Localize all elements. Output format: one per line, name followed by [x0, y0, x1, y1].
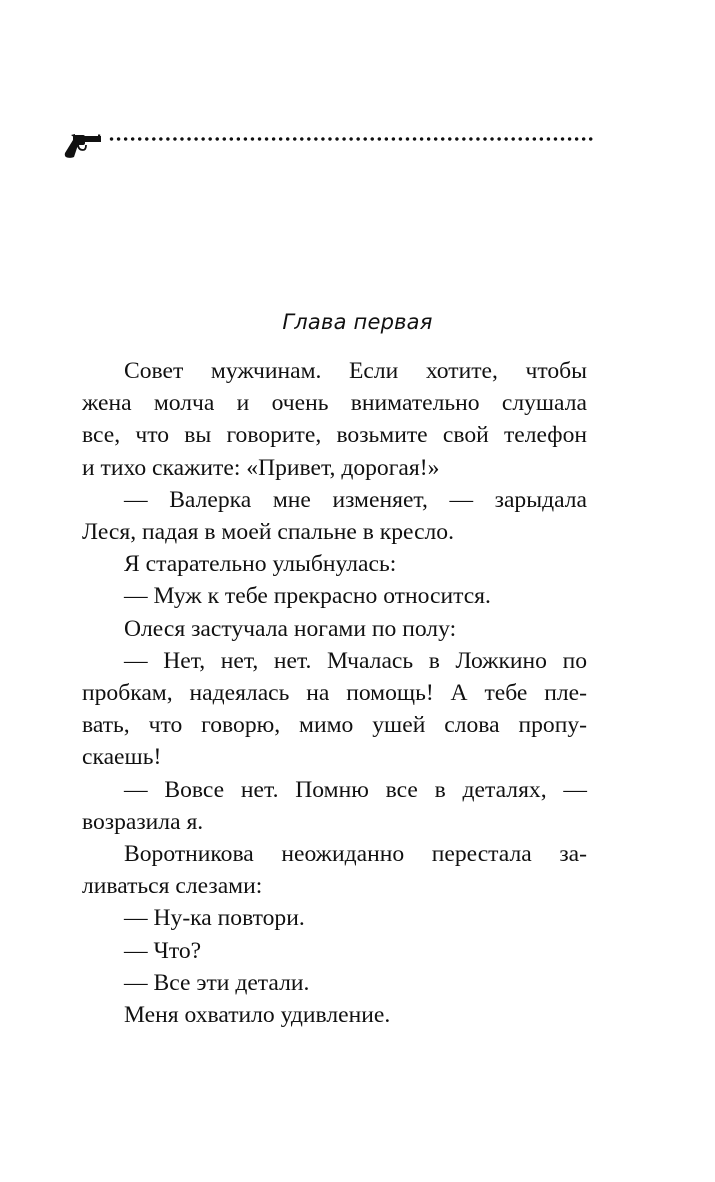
text-line: Совет мужчинам. Если хотите, чтобы — [124, 358, 587, 384]
text-line: — Муж к тебе прекрасно относится. — [124, 583, 491, 610]
text-line: скаешь! — [82, 744, 162, 771]
text-line: Олеся застучала ногами по полу: — [124, 615, 457, 642]
text-line: — Вовсе нет. Помню все в деталях, — — [124, 776, 587, 803]
text-line: Воротникова неожиданно перестала за- — [124, 841, 587, 868]
text-line: вать, что говорю, мимо ушей слова пропу- — [82, 712, 587, 739]
text-line: пробкам, надеялась на помощь! А тебе пле- — [82, 680, 587, 707]
text-line: — Валерка мне изменяет, — зарыдала — [124, 486, 587, 513]
text-line: — Нет, нет, нет. Мчалась в Ложкино по — [124, 647, 587, 674]
text-line: возразила я. — [82, 808, 204, 835]
text-line: — Все эти детали. — [124, 969, 310, 996]
text-line: Я старательно улыбнулась: — [124, 551, 397, 578]
text-line: — Что? — [124, 937, 202, 964]
text-line: — Ну-ка повтори. — [124, 905, 305, 932]
text-line: ливаться слезами: — [82, 873, 263, 900]
text-line: и тихо скажите: «Привет, дорогая!» — [82, 454, 440, 481]
text-line: Меня охватило удивление. — [124, 1002, 391, 1029]
text-line: все, что вы говорите, возьмите свой телефон — [82, 422, 587, 449]
text-line: Леся, падая в моей спальне в кресло. — [82, 519, 455, 546]
text-line: жена молча и очень внимательно слушала — [82, 390, 587, 417]
revolver-icon — [62, 130, 102, 160]
dotted-leader — [108, 137, 594, 141]
chapter-title: Глава первая — [282, 310, 433, 334]
body-text — [82, 355, 587, 1031]
header-ornament — [62, 130, 594, 160]
